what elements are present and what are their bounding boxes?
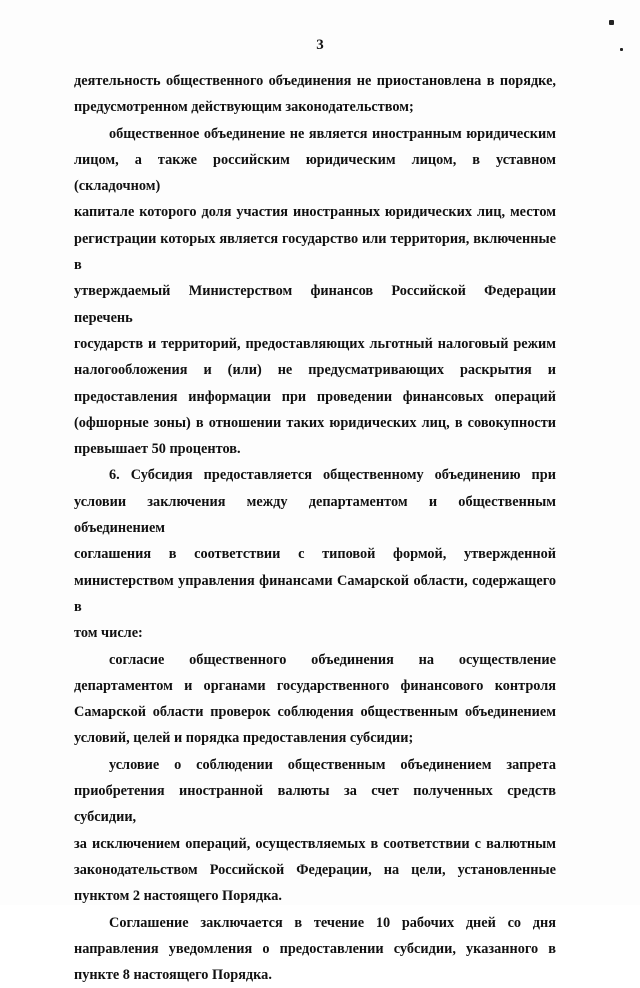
text-line: пунктом 2 настоящего Порядка.	[74, 883, 556, 909]
text-line: том числе:	[74, 620, 556, 646]
paragraph-activity-not-suspended	[74, 68, 556, 121]
scan-dot-mark	[609, 20, 614, 25]
text-line: капитале которого доля участия иностранных юридических лиц, местом	[74, 199, 556, 225]
text-line: предоставления информации при проведении финансовых операций	[74, 384, 556, 410]
text-line: пункте 8 настоящего Порядка.	[74, 962, 556, 988]
paragraph-not-foreign-entity	[74, 121, 556, 463]
text-line: Соглашение заключается в течение 10 рабочих дней со дня	[74, 910, 556, 936]
text-line: законодательством Российской Федерации, на цели, установленные	[74, 857, 556, 883]
text-line: Самарской области проверок соблюдения общественным объединением	[74, 699, 556, 725]
text-line: лицом, а также российским юридическим лицом, в уставном (складочном)	[74, 147, 556, 200]
text-line: министерством управления финансами Самарской области, содержащего в	[74, 568, 556, 621]
text-line: налогообложения и (или) не предусматривающих раскрытия и	[74, 357, 556, 383]
paragraph-agreement-term	[74, 910, 556, 988]
text-line: условии заключения между департаментом и общественным объединением	[74, 489, 556, 542]
text-line: (офшорные зоны) в отношении таких юридических лиц, в совокупности	[74, 410, 556, 436]
paragraph-currency-prohibition	[74, 752, 556, 910]
text-line: государств и территорий, предоставляющих льготный налоговый режим	[74, 331, 556, 357]
text-line: направления уведомления о предоставлении субсидии, указанного в	[74, 936, 556, 962]
text-line: предусмотренном действующим законодательством;	[74, 94, 556, 120]
text-line: департаментом и органами государственного финансового контроля	[74, 673, 556, 699]
text-line: регистрации которых является государство или территория, включенные в	[74, 226, 556, 279]
text-line: общественное объединение не является иностранным юридическим	[74, 121, 556, 147]
paragraph-6-subsidy-agreement	[74, 462, 556, 646]
text-line: за исключением операций, осуществляемых в соответствии с валютным	[74, 831, 556, 857]
text-line: согласие общественного объединения на осуществление	[74, 647, 556, 673]
text-line: соглашения в соответствии с типовой формой, утвержденной	[74, 541, 556, 567]
text-line: 6. Субсидия предоставляется общественному объединению при	[74, 462, 556, 488]
text-line: утверждаемый Министерством финансов Российской Федерации перечень	[74, 278, 556, 331]
document-body	[74, 68, 556, 988]
text-line: деятельность общественного объединения не приостановлена в порядке,	[74, 68, 556, 94]
text-line: приобретения иностранной валюты за счет полученных средств субсидии,	[74, 778, 556, 831]
text-line: условие о соблюдении общественным объединением запрета	[74, 752, 556, 778]
page-number: 3	[0, 37, 640, 54]
paragraph-consent-to-audit	[74, 647, 556, 752]
text-line: превышает 50 процентов.	[74, 436, 556, 462]
text-line: условий, целей и порядка предоставления субсидии;	[74, 725, 556, 751]
